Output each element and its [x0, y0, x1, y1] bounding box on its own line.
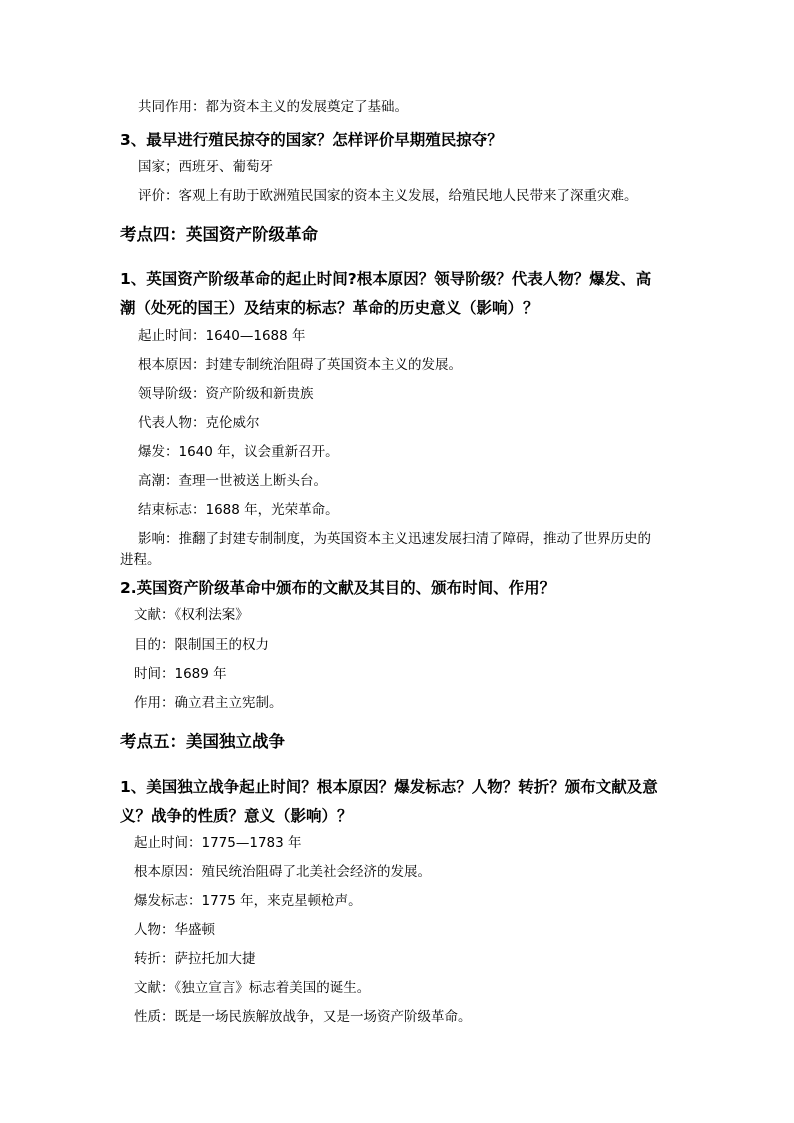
text-line: 领导阶级：资产阶级和新贵族	[138, 386, 314, 402]
text-line: 进程。	[120, 552, 161, 568]
text-line: 起止时间：1775—1783 年	[134, 835, 302, 851]
question-line: 3、最早进行殖民掠夺的国家？怎样评价早期殖民掠夺？	[120, 131, 503, 149]
text-line: 共同作用：都为资本主义的发展奠定了基础。	[138, 99, 408, 115]
text-line: 转折：萨拉托加大捷	[134, 951, 256, 967]
text-line: 爆发：1640 年，议会重新召开。	[138, 444, 339, 460]
question-line: 义？战争的性质？意义（影响）？	[120, 807, 353, 825]
text-line: 时间：1689 年	[134, 666, 227, 682]
text-line: 文献：《独立宣言》标志着美国的诞生。	[134, 980, 371, 996]
text-line: 根本原因：封建专制统治阻碍了英国资本主义的发展。	[138, 357, 462, 373]
question-line: 1、美国独立战争起止时间？根本原因？爆发标志？人物？转折？颁布文献及意	[120, 778, 658, 796]
section-heading: 考点四：英国资产阶级革命	[120, 225, 318, 244]
question-line: 1、英国资产阶级革命的起止时间?根本原因？领导阶级？代表人物？爆发、高	[120, 270, 652, 288]
text-line: 人物：华盛顿	[134, 922, 215, 938]
text-line: 国家；西班牙、葡萄牙	[138, 159, 273, 175]
text-line: 结束标志：1688 年，光荣革命。	[138, 502, 339, 518]
text-line: 代表人物：克伦威尔	[138, 415, 260, 431]
text-line: 爆发标志：1775 年，来克星顿枪声。	[134, 893, 362, 909]
question-line: 2.英国资产阶级革命中颁布的文献及其目的、颁布时间、作用？	[120, 579, 556, 597]
section-heading: 考点五：美国独立战争	[120, 732, 285, 751]
text-line: 作用：确立君主立宪制。	[134, 695, 283, 711]
question-line: 潮（处死的国王）及结束的标志？革命的历史意义（影响）？	[120, 299, 539, 317]
text-line: 根本原因：殖民统治阻碍了北美社会经济的发展。	[134, 864, 431, 880]
text-line: 性质：既是一场民族解放战争，又是一场资产阶级革命。	[134, 1009, 472, 1025]
text-line: 评价：客观上有助于欧洲殖民国家的资本主义发展，给殖民地人民带来了深重灾难。	[138, 188, 638, 204]
text-line: 文献：《权利法案》	[134, 607, 249, 623]
text-line: 影响：推翻了封建专制制度，为英国资本主义迅速发展扫清了障碍，推动了世界历史的	[138, 531, 651, 547]
text-line: 起止时间：1640—1688 年	[138, 328, 306, 344]
text-line: 目的：限制国王的权力	[134, 637, 269, 653]
text-line: 高潮：查理一世被送上断头台。	[138, 473, 327, 489]
